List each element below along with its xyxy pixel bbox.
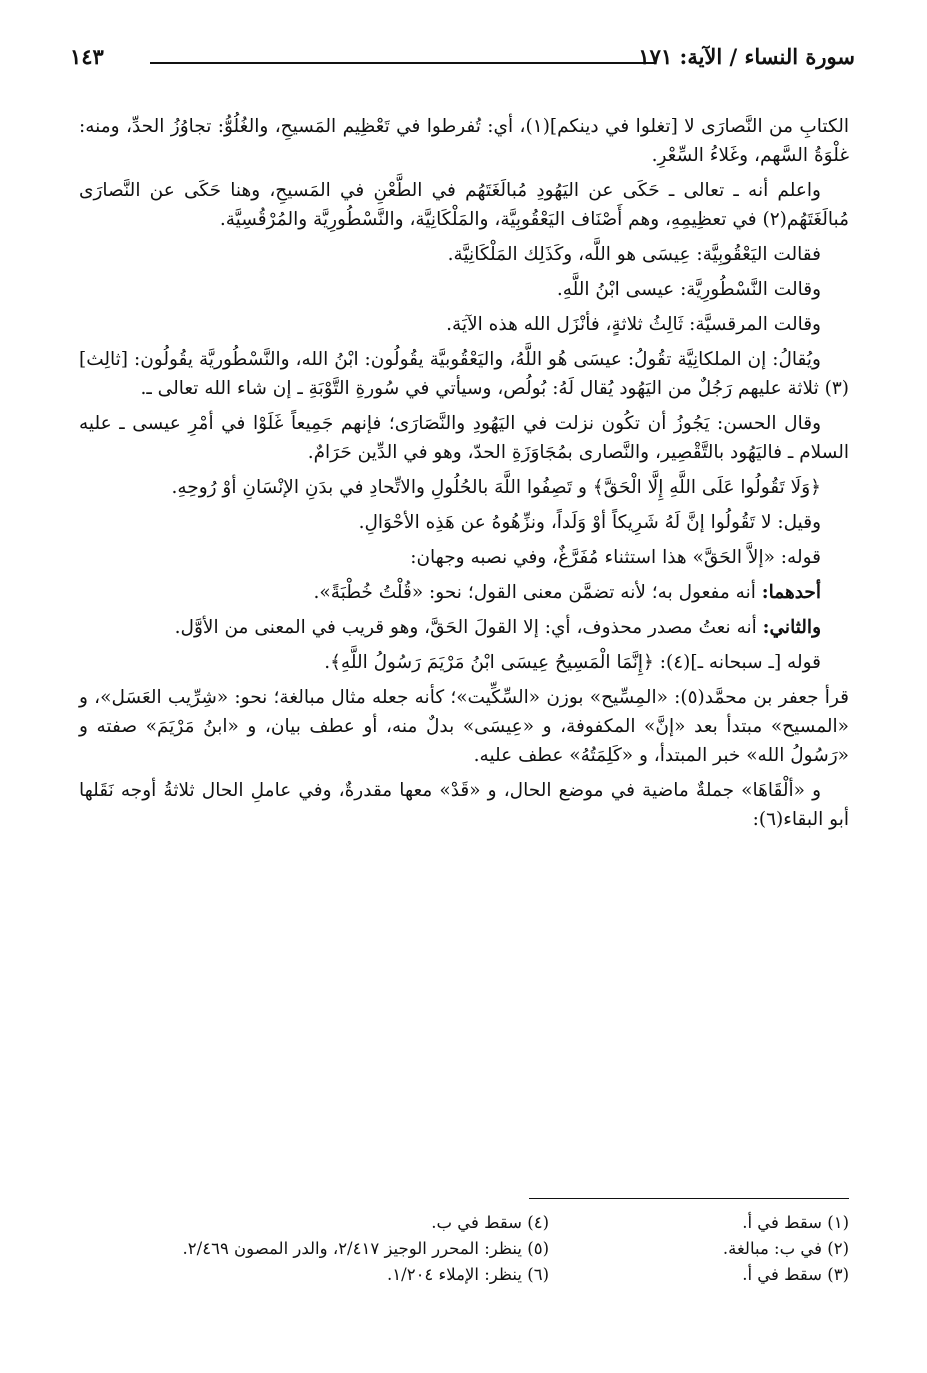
footnotes <box>79 1210 849 1288</box>
paragraph: واعلم أنه ـ تعالى ـ حَكَى عن اليَهُودِ مُبالَغَتَهُم في الطَّعْنِ في المَسيحِ، وهنا حَكَى عن النَّصارَى مُبالَغَتَهُم(٢) في تعظِيمِهِ، وهم أَصْنَاف اليَعْقُوبِيَّة، والمَلْكَانِيَّة، والنَّسْطُورِيَّة والمُرْقُسِيَّة. <box>79 180 849 230</box>
paragraph: وقيل: لا تَقُولُوا إنَّ لَهُ شَرِيكاً أوْ وَلَداً، ونزِّهُوهُ عن هَذِه الأحْوَالِ. <box>358 512 821 533</box>
footnote-row <box>79 1262 849 1288</box>
paragraph: فقالت اليَعْقُوبِيَّة: عِيسَى هو اللَّه، وكَذَلِك المَلْكَانِيَّة. <box>447 244 821 265</box>
footnote-row <box>79 1236 849 1262</box>
term-text: أنه مفعول به؛ لأنه تضمَّن معنى القول؛ نحو: «قُلْتُ خُطْبَةً». <box>313 582 762 603</box>
term-text: أنه نعتُ مصدر محذوف، أي: إلا القولَ الحَقَّ، وهو قريب في المعنى من الأوَّل. <box>174 617 763 638</box>
quran-verse-paragraph: قوله [ـ سبحانه ـ](٤): ﴿إِنَّمَا الْمَسِيحُ عِيسَى ابْنُ مَرْيَمَ رَسُولُ اللَّهِ﴾. <box>324 652 821 673</box>
header-rule <box>150 62 655 64</box>
main-text <box>79 112 849 834</box>
quran-verse-paragraph: ﴿وَلَا تَقُولُوا عَلَى اللَّهِ إِلَّا الْحَقَّ﴾ و تَصِفُوا اللَّهَ بالحُلُولِ والاتِّحادِ في بدَنِ الإنْسَانِ أوْ رُوحِهِ. <box>171 477 821 498</box>
paragraph: وقالت المرقسيَّة: ثَالِثُ ثلاثةٍ، فأنْزَل الله هذه الآيَة. <box>446 314 821 335</box>
paragraph: قوله: «إلاَّ الحَقَّ» هذا استثناء مُفَرَّغٌ، وفي نصبه وجهان: <box>410 547 821 568</box>
page-number: ١٤٣ <box>70 44 104 69</box>
footnote: (٦) ينظر: الإملاء ١/٢٠٤. <box>387 1265 549 1284</box>
paragraph <box>79 578 849 607</box>
footnote: (٤) سقط في ب. <box>431 1213 549 1232</box>
paragraph: الكتابِ من النَّصارَى لا [تغلوا في دينكم](١)، أي: تُفرطوا في تَعْظِيم المَسيحِ، والغُلُوُّ: تجاوُزُ الحدِّ، ومنه: غلْوَةُ السَّهم، وغَلاءُ السِّعْرِ. <box>79 116 849 166</box>
paragraph: قرأ جعفر بن محمَّد(٥): «المِسِّيح» بوزن «السِّكِّيت»؛ كأنه جعله مثال مبالغة؛ نحو: «شِرِّيب العَسَل»، و «المسيح» مبتدأ بعد «إنَّ» المكفوفة، و «عِيسَى» بدلٌ منه، أو عطف بيان، و «ابنُ مَرْيَمَ» صفته و «رَسُولُ الله» خبر المبتدأ، و «كَلِمَتُهُ» عطف عليه. <box>79 687 850 766</box>
paragraph: ويُقالُ: إن الملكانِيَّة تقُولُ: عيسَى هُو اللَّهُ، واليَعْقُوبيَّة يقُولُون: ابْنُ الله، والنَّسْطُوريَّة يقُولُون: [ثالِث](٣) ثلاثة عليهم رَجُلٌ من اليَهُود يُقال لَهُ: بُولُص، وسيأتي في سُورةِ التَّوْبَةِ ـ إن شاء الله تعالى ـ. <box>79 349 849 399</box>
page-header <box>70 38 855 78</box>
paragraph <box>79 613 849 642</box>
footnote-row <box>79 1210 849 1236</box>
paragraph: وقالت النَّسْطُورِيَّة: عيسى ابْنُ اللَّهِ. <box>556 279 821 300</box>
footnote-rule <box>529 1198 849 1199</box>
footnote: (٣) سقط في أ. <box>742 1265 849 1284</box>
running-title: سورة النساء / الآية: ١٧١ <box>638 44 855 69</box>
paragraph: و «ألْقَاهَا» جملةٌ ماضية في موضع الحال، و «قَدْ» معها مقدرةٌ، وفي عاملِ الحال ثلاثةُ أوجه نَقَلها أبو البقاء(٦): <box>79 780 849 830</box>
footnote: (٥) ينظر: المحرر الوجيز ٢/٤١٧، والدر المصون ٢/٤٦٩. <box>182 1239 549 1258</box>
term-label: أحدهما: <box>761 582 821 603</box>
paragraph: وقال الحسن: يَجُوزُ أن تكُون نزلت في اليَهُودِ والنَّصَارَى؛ فإنهم جَمِيعاً غَلَوْا في أمْرِ عيسى ـ عليه السلام ـ فاليَهُود بالتَّقْصِير، والنَّصارى بمُجَاوَزَةِ الحدّ، وهو في الدِّين حَرَامٌ. <box>79 413 849 463</box>
term-label: والثاني: <box>762 617 821 638</box>
footnote: (٢) في ب: مبالغة. <box>722 1239 849 1258</box>
footnote: (١) سقط في أ. <box>742 1213 849 1232</box>
